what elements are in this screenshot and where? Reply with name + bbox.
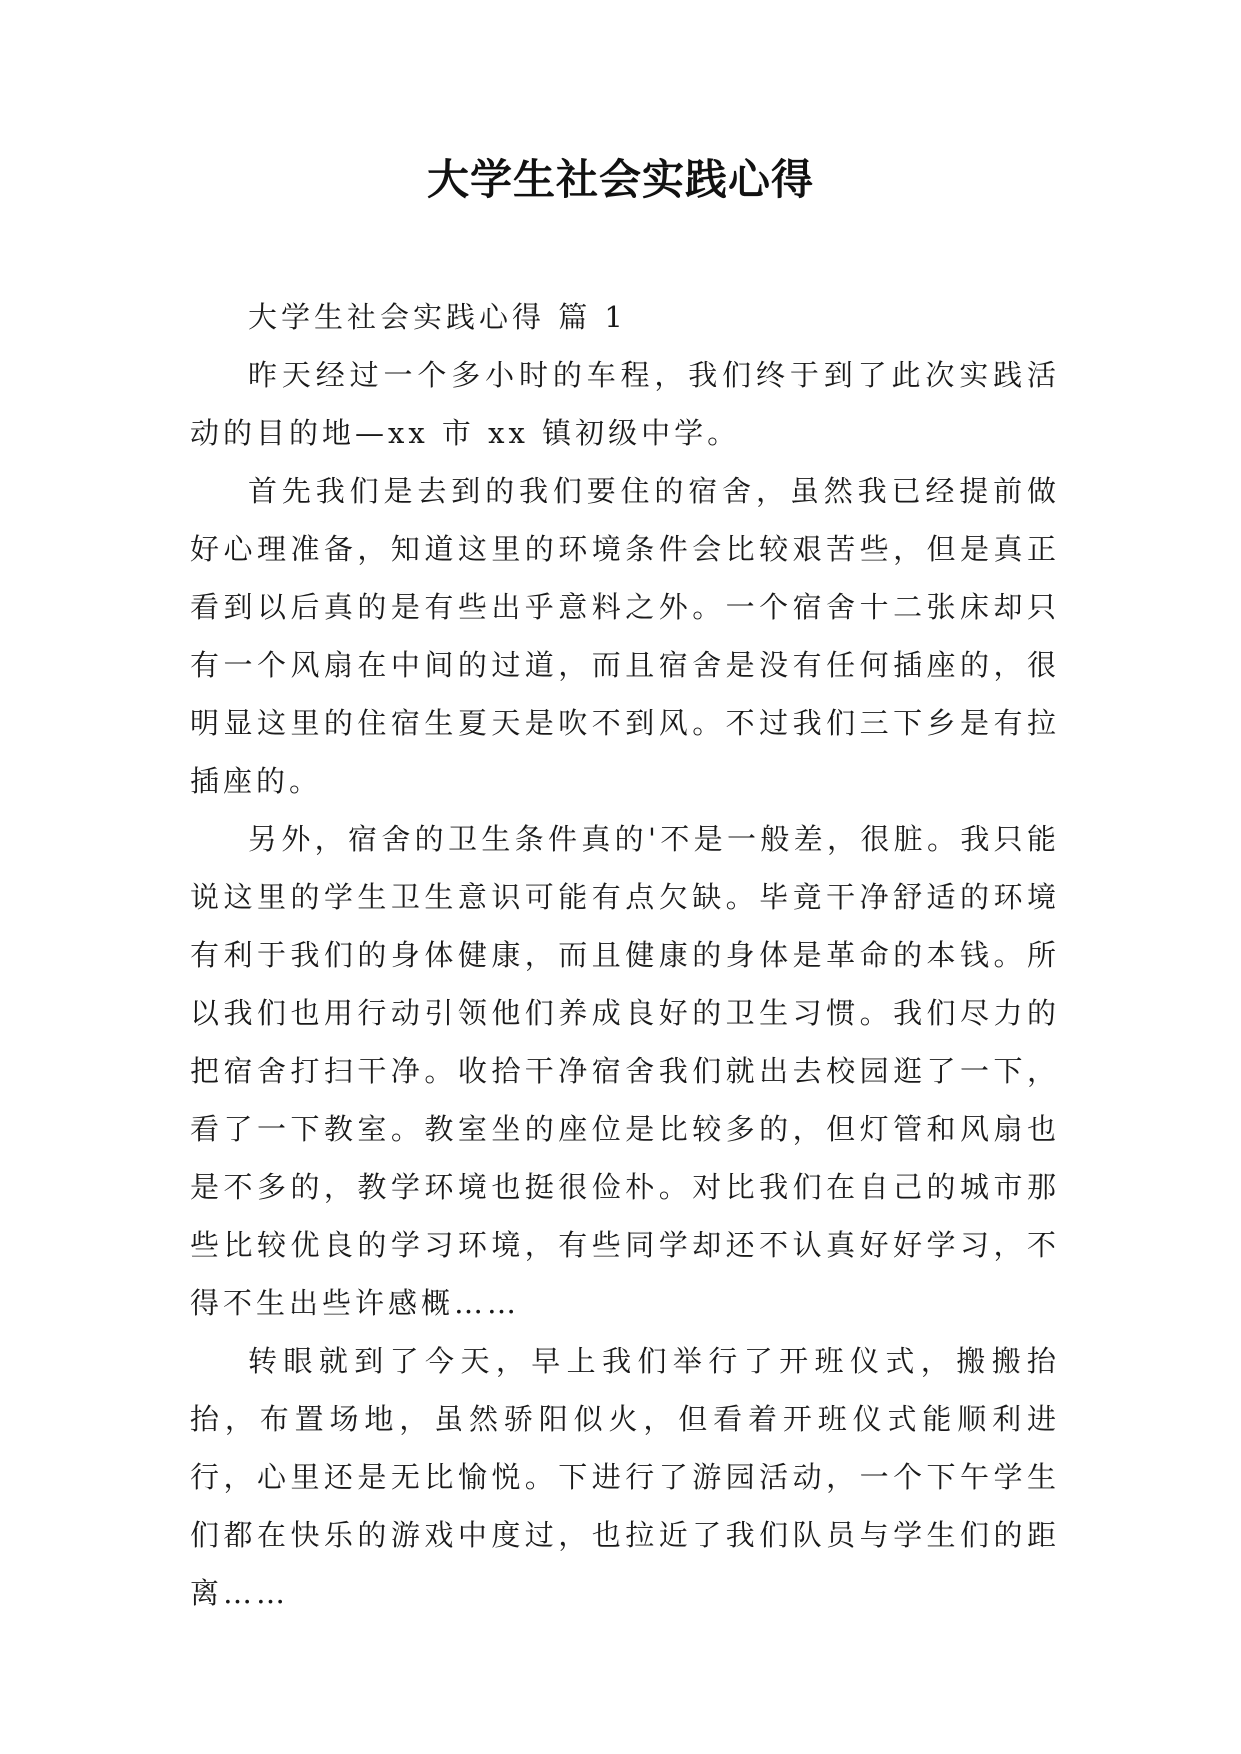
document-title: 大学生社会实践心得	[426, 155, 814, 204]
document-body	[190, 288, 1060, 1622]
paragraph-1: 昨天经过一个多小时的车程，我们终于到了此次实践活动的目的地—xx 市 xx 镇初级中学。	[190, 358, 1060, 450]
paragraph-2: 首先我们是去到的我们要住的宿舍，虽然我已经提前做好心理准备，知道这里的环境条件会比较艰苦些，但是真正看到以后真的是有些出乎意料之外。一个宿舍十二张床却只有一个风扇在中间的过道，而且宿舍是没有任何插座的，很明显这里的住宿生夏天是吹不到风。不过我们三下乡是有拉插座的。	[190, 474, 1060, 798]
paragraph-4: 转眼就到了今天，早上我们举行了开班仪式，搬搬抬抬，布置场地，虽然骄阳似火，但看着开班仪式能顺利进行，心里还是无比愉悦。下进行了游园活动，一个下午学生们都在快乐的游戏中度过，也拉近了我们队员与学生们的距离……	[190, 1344, 1060, 1610]
section-heading: 大学生社会实践心得 篇 1	[248, 300, 627, 334]
paragraph-3: 另外，宿舍的卫生条件真的'不是一般差，很脏。我只能说这里的学生卫生意识可能有点欠缺。毕竟干净舒适的环境有利于我们的身体健康，而且健康的身体是革命的本钱。所以我们也用行动引领他们养成良好的卫生习惯。我们尽力的把宿舍打扫干净。收拾干净宿舍我们就出去校园逛了一下，看了一下教室。教室坐的座位是比较多的，但灯管和风扇也是不多的，教学环境也挺很俭朴。对比我们在自己的城市那些比较优良的学习环境，有些同学却还不认真好好学习，不得不生出些许感概……	[190, 822, 1060, 1320]
